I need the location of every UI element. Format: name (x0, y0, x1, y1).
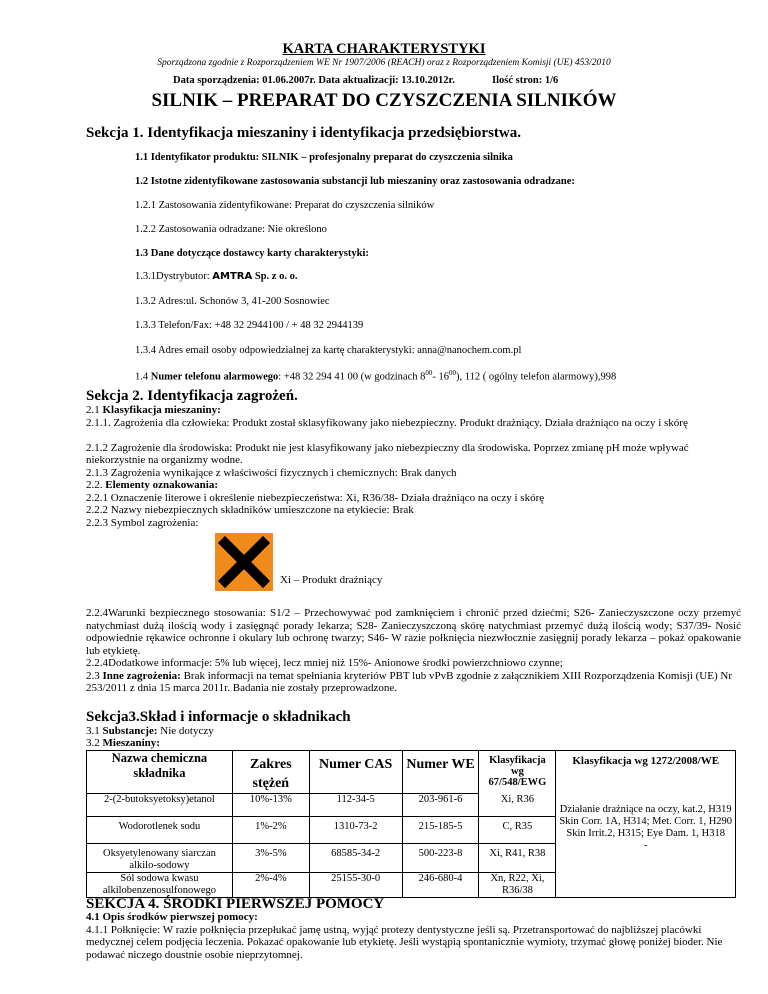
s2-classification: 2.1 Klasyfikacja mieszaniny: (86, 404, 221, 416)
table-row: 2-(2-butoksyetoksy)etanol 10%-13% 112-34-5 203-961-6 Xi, R36 Działanie drażniące na oczy, kat.2, H319 Skin Corr. 1A, H314; Met. Corr. 1, H290 Skin Irrit.2, H315; Eye Dam. 1, H318 - (87, 794, 736, 817)
table-row: Sól sodowa kwasu alkilobenzenosulfonowego 2%-4% 25155-30-0 246-680-4 Xn, R22, Xi, R36/38 (87, 873, 736, 898)
section2-heading: Sekcja 2. Identyfikacja zagrożeń. (86, 388, 298, 404)
document-title: KARTA CHARAKTERYSTYKI (282, 41, 486, 57)
table-row: Wodorotlenek sodu 1%-2% 1310-73-2 215-185-5 C, R35 (87, 817, 736, 844)
distributor-brand: AMTRA (212, 271, 253, 282)
s2-physical-hazards: 2.1.3 Zagrożenia wynikające z właściwości fizycznych i chemicznych: Brak danych (86, 466, 457, 479)
s2-other-hazards: 2.3 Inne zagrożenia: Brak informacji na temat spełniania kryteriów PBT lub vPvB zgodnie z załącznikiem XIII Rozporządzenia Komisji (UE) Nr 253/2011 z dnia 15 marca 2011r. Badania nie zostały przeprowadzone. (86, 669, 732, 694)
irritant-hazard-symbol-icon (215, 533, 273, 591)
s1-uses-advised-against: 1.2.2 Zastosowania odradzane: Nie określono (135, 224, 327, 235)
s2-hazardous-components: 2.2.2 Nazwy niebezpiecznych składników umieszczone na etykiecie: Brak (86, 504, 414, 516)
s1-email: 1.3.4 Adres email osoby odpowiedzialnej za kartę charakterystyki: anna@nanochem.com.pl (135, 345, 522, 356)
table-row: Oksyetylenowany siarczan alkilo-sodowy 3%-5% 68585-34-2 500-223-8 Xi, R41, R38 (87, 844, 736, 873)
s1-address: 1.3.2 Adres:ul. Schonów 3, 41-200 Sosnowiec (135, 296, 330, 307)
s1-identified-uses: 1.2.1 Zastosowania zidentyfikowane: Preparat do czyszczenia silników (135, 200, 435, 211)
section4-heading: SEKCJA 4. ŚRODKI PIERWSZEJ POMOCY (86, 896, 385, 912)
s4-first-aid-heading: 4.1 Opis środków pierwszej pomocy: (86, 911, 258, 923)
col-chemical-name: Nazwa chemiczna składnika (87, 751, 233, 794)
s2-hazard-symbol-label: 2.2.3 Symbol zagrożenia: (86, 516, 199, 529)
section3-heading: Sekcja3.Skład i informacje o składnikach (86, 709, 351, 725)
page-count: Ilość stron: 1/6 (492, 75, 559, 86)
document-dates: Data sporządzenia: 01.06.2007r. Data aktualizacji: 13.10.2012r. (173, 75, 455, 86)
clp-classification-cell: Działanie drażniące na oczy, kat.2, H319 Skin Corr. 1A, H314; Met. Corr. 1, H290 Skin Irrit.2, H315; Eye Dam. 1, H318 - (556, 794, 736, 898)
s3-mixtures: 3.2 Mieszaniny: (86, 737, 160, 749)
hazard-symbol-caption: Xi – Produkt drażniący (280, 574, 383, 586)
s1-supplier-heading: 1.3 Dane dotyczące dostawcy karty charakterystyki: (135, 248, 369, 259)
s1-product-identifier: 1.1 Identyfikator produktu: SILNIK – profesjonalny preparat do czyszczenia silnika (135, 152, 513, 163)
col-classification-1272: Klasyfikacja wg 1272/2008/WE (556, 751, 736, 794)
section1-heading: Sekcja 1. Identyfikacja mieszaniny i identyfikacja przedsiębiorstwa. (86, 125, 521, 141)
col-classification-67-548: Klasyfikacja wg 67/548/EWG (479, 751, 556, 794)
s1-uses-heading: 1.2 Istotne zidentyfikowane zastosowania substancji lub mieszaniny oraz zastosowania odradzane: (135, 176, 575, 187)
product-title: SILNIK – PREPARAT DO CZYSZCZENIA SILNIKÓW (151, 90, 617, 111)
col-ec: Numer WE (402, 751, 479, 794)
s4-ingestion: 4.1.1 Połknięcie: W razie połknięcia przepłukać jamę ustną, wyjąć protezy dentystyczne jeśli są. Przetransportować do najbliższej placówki medycznej celem podjęcia leczenia. Pokazać opakowanie lub etykietę. Jeśli wystąpią spontanicznie wymioty, trzymać głowę poniżej bioder. Nie podawać niczego doustnie osobie nieprzytomnej. (86, 923, 723, 961)
s2-human-hazards: 2.1.1. Zagrożenia dla człowieka: Produkt został sklasyfikowany jako niebezpieczny. Produkt drażniący. Działa drażniąco na oczy i skórę (86, 416, 688, 429)
s1-emergency-phone: 1.4 Numer telefonu alarmowego: +48 32 294 41 00 (w godzinach $8^{00}-$ $16^{00}$), 112 ( ogólny telefon alarmowy),998 (135, 369, 617, 383)
s2-label-elements: 2.2. Elementy oznakowania: (86, 479, 218, 491)
s2-additional-info: 2.2.4Dodatkowe informacje: 5% lub więcej, lecz mniej niż 15%- Anionowe środki powierzchniowo czynne; (86, 657, 563, 669)
s2-environment-hazards: 2.1.2 Zagrożenie dla środowiska: Produkt nie jest klasyfikowany jako niebezpieczny dla środowiska. Poprzez zmianę pH może wpływać niekorzystnie na organizmy wodne. (86, 441, 689, 466)
s2-safety-precautions: 2.2.4Warunki bezpiecznego stosowania: S1/2 – Przechowywać pod zamknięciem i chronić przed dziećmi; S26- Zanieczyszczone oczy przemyć natychmiast dużą ilością wody i zasięgnąć porady lekarza; S28- Zanieczyszczoną skórę natychmiast przemyć dużą ilością wody; S37/39- Nosić odpowiednie rękawice ochronne i okulary lub ochronę twarzy; S46- W razie połknięcia niezwłocznie zasięgnij porady lekarza – pokaż opakowanie lub etykietę. (86, 607, 741, 657)
s2-hazard-letter: 2.2.1 Oznaczenie literowe i określenie niebezpieczeństwa: Xi, R36/38- Działa drażniąco na oczy i skórę (86, 491, 545, 504)
s1-phone-fax: 1.3.3 Telefon/Fax: +48 32 2944100 / + 48 32 2944139 (135, 320, 364, 331)
s3-substances: 3.1 Substancje: Nie dotyczy (86, 725, 214, 737)
table-header-row (87, 751, 736, 794)
document-subtitle: Sporządzona zgodnie z Rozporządzeniem WE Nr 1907/2006 (REACH) oraz z Rozporządzeniem Komisji (UE) 453/2010 (157, 58, 611, 68)
composition-table (86, 750, 736, 898)
col-cas: Numer CAS (309, 751, 402, 794)
s1-distributor: 1.3.1Dystrybutor: AMTRA Sp. z o. o. (135, 271, 298, 282)
col-concentration: Zakres stężeń (232, 751, 309, 794)
